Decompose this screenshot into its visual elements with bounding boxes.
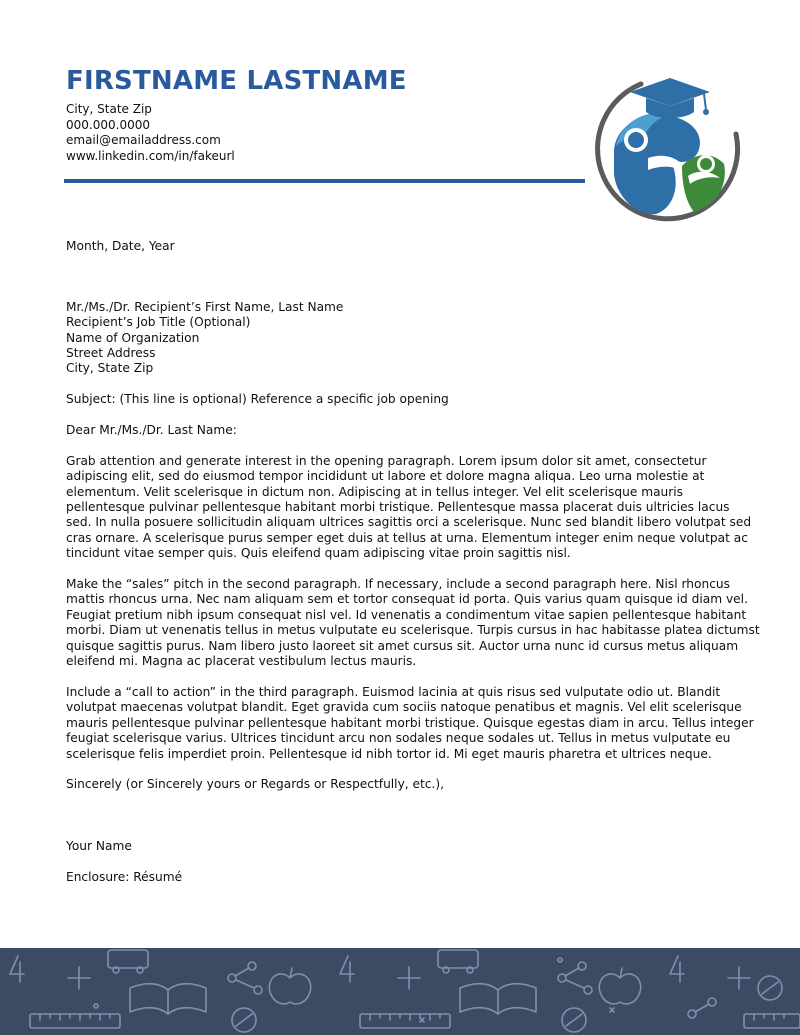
header-divider <box>64 179 585 183</box>
paragraph-line: mattis rhoncus urna. Nec nam aliquam sem et tortor consequat id porta. Quis varius quam quisque id diam vel. <box>66 592 748 607</box>
paragraph-line: Make the “sales” pitch in the second paragraph. If necessary, include a second paragraph here. Nisl rhoncus <box>66 577 730 592</box>
recipient-line: Name of Organization <box>66 330 200 345</box>
paragraph-line: Grab attention and generate interest in the opening paragraph. Lorem ipsum dolor sit amet, consectetur <box>66 453 707 468</box>
fraction-icon <box>232 1008 256 1032</box>
letter-body <box>66 239 760 900</box>
signature-name: Your Name <box>66 838 132 853</box>
recipient-line: Recipient’s Job Title (Optional) <box>66 315 251 330</box>
paragraph-line: elementum. Velit scelerisque in dictum non. Adipiscing at in tellus integer. Vel elit scelerisque mauris <box>66 484 684 499</box>
bus-icon <box>108 950 148 973</box>
sender-email: email@emailaddress.com <box>66 133 221 147</box>
closing: Sincerely (or Sincerely yours or Regards or Respectfully, etc.), <box>66 777 445 792</box>
paragraph-line: tincidunt vitae semper quis. Quis eleifend quam adipiscing vitae proin sagittis nisl. <box>66 546 571 561</box>
ruler-icon <box>30 1014 120 1028</box>
sender-phone: 000.000.0000 <box>66 117 150 132</box>
paragraph-line: cras ornare. A scelerisque purus semper eget duis at tellus at urna. Elementum integer enim neque volutpat ac <box>66 530 748 545</box>
paragraph-line: sed. In nulla posuere sollicitudin aliquam ultrices sagittis orci a scelerisque. Nunc sed blandit libero volutpat sed <box>66 515 752 530</box>
paragraph-line: eleifend mi. Magna ac placerat vestibulum lectus mauris. <box>66 654 417 669</box>
salutation: Dear Mr./Ms./Dr. Last Name: <box>66 423 237 438</box>
number-four-icon <box>10 956 24 982</box>
paragraph-opening <box>66 453 752 562</box>
molecule-icon <box>228 962 262 994</box>
recipient-line: City, State Zip <box>66 361 154 376</box>
paragraph-line: scelerisque felis imperdiet proin. Pellentesque id nibh tortor id. Mi eget mauris pharetra et ultrices neque. <box>66 746 712 761</box>
graduation-logo-icon <box>586 66 746 226</box>
paragraph-line: Feugiat pretium nibh ipsum consequat nisl vel. Id venenatis a condimentum vitae sapien pellentesque habitant <box>66 607 747 622</box>
letter-date: Month, Date, Year <box>66 239 175 253</box>
paragraph-line: mauris pellentesque pulvinar pellentesque habitant morbi tristique. Quisque egestas diam in arcu. Tellus integer <box>66 715 754 730</box>
paragraph-line: adipiscing elit, sed do eiusmod tempor incididunt ut labore et dolore magna aliqua. Leo urna molestie at <box>66 469 705 484</box>
plus-icon <box>68 967 90 989</box>
sender-name: FIRSTNAME LASTNAME <box>66 66 407 96</box>
paragraph-line: Include a “call to action” in the third paragraph. Euismod lacinia at quis risus sed vulputate odio ut. Blandit <box>66 684 721 699</box>
book-icon <box>130 984 206 1014</box>
sender-contact <box>66 102 235 164</box>
recipient-line: Street Address <box>66 346 156 361</box>
paragraph-line: quisque sagittis purus. Nam libero justo laoreet sit amet cursus sit. Auctor urna nunc id cursus metus aliquam <box>66 638 739 653</box>
paragraph-pitch <box>66 577 760 669</box>
sender-linkedin: www.linkedin.com/in/fakeurl <box>66 148 235 163</box>
paragraph-line: pellentesque pulvinar pellentesque habitant morbi tristique. Pellentesque massa placerat duis ultricies lacus <box>66 500 730 515</box>
footer-pattern <box>0 948 800 1035</box>
paragraph-line: morbi. Diam ut venenatis tellus in metus vulputate eu scelerisque. Turpis cursus in hac habitasse platea dictumst <box>66 623 760 638</box>
footer-pattern-band <box>0 948 800 1035</box>
sender-city: City, State Zip <box>66 102 152 116</box>
apple-icon <box>269 968 310 1004</box>
recipient-line: Mr./Ms./Dr. Recipient’s First Name, Last Name <box>66 299 344 314</box>
paragraph-line: feugiat scelerisque varius. Ultrices tincidunt arcu non sodales neque sodales ut. Tellus in metus vulputate eu <box>66 731 731 746</box>
paragraph-line: volutpat maecenas volutpat blandit. Eget gravida cum sociis natoque penatibus et magnis. Vel elit scelerisque <box>66 700 742 715</box>
subject-line: Subject: (This line is optional) Reference a specific job opening <box>66 392 449 407</box>
enclosure-line: Enclosure: Résumé <box>66 869 183 884</box>
paragraph-call-to-action <box>66 684 754 762</box>
recipient-block <box>66 300 738 377</box>
